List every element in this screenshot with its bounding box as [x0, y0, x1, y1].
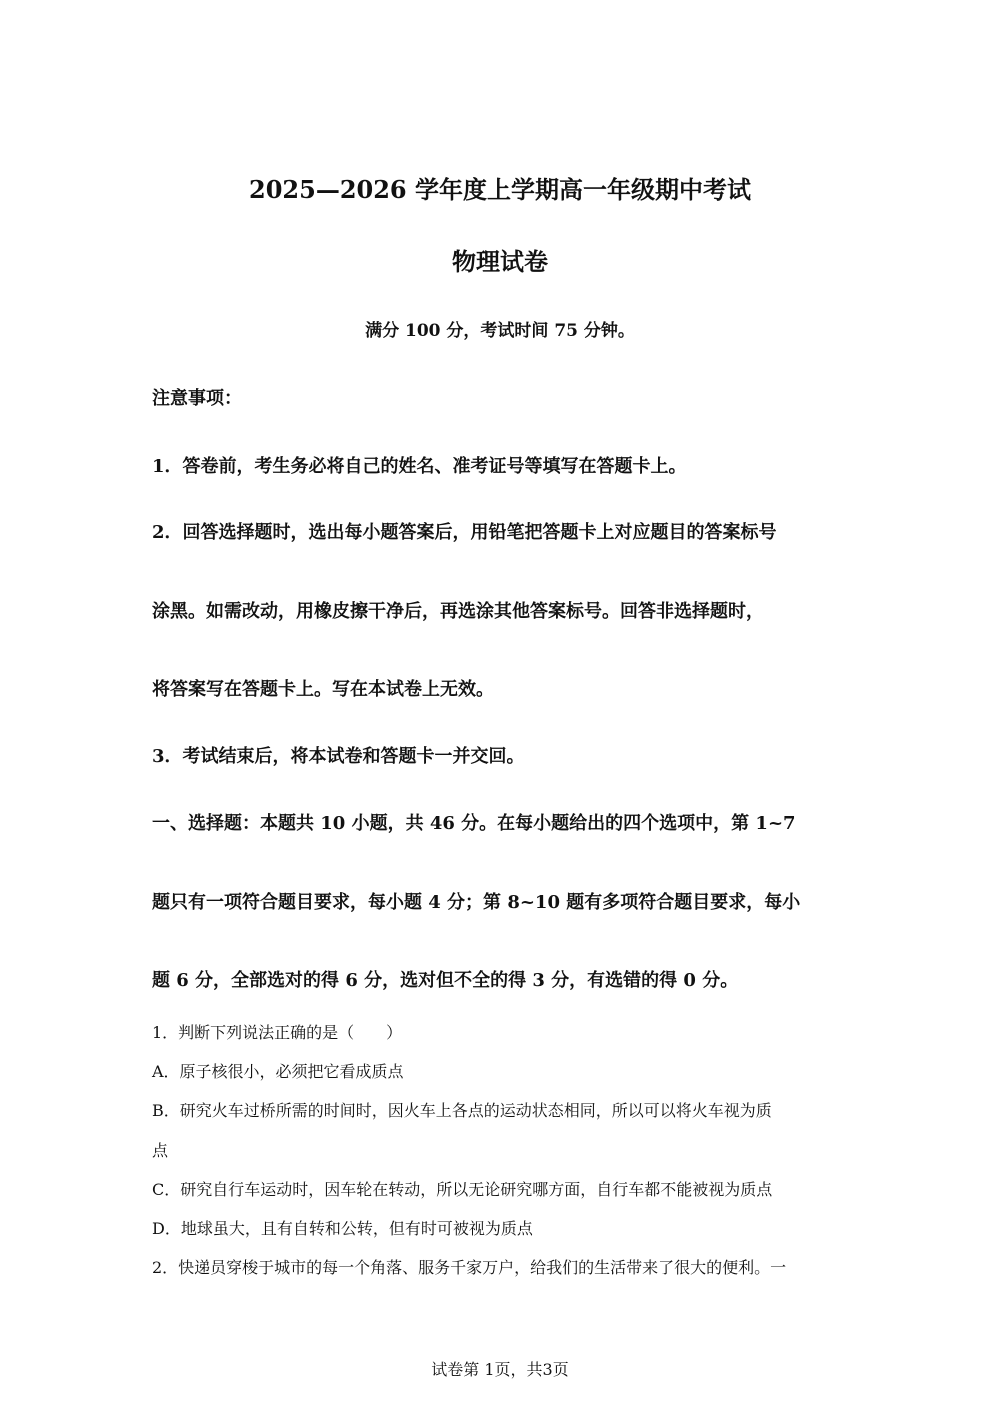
notice-item-3: 3．考试结束后，将本试卷和答题卡一并交回。 [152, 746, 525, 767]
question-1-option-b-line-1: B．研究火车过桥所需的时间时，因火车上各点的运动状态相同，所以可以将火车视为质 [152, 1101, 772, 1120]
section-1-line-2: 题只有一项符合题目要求，每小题 4 分；第 8~10 题有多项符合题目要求，每小 [152, 892, 801, 913]
exam-subtitle: 物理试卷 [452, 247, 548, 276]
question-1-stem: 1．判断下列说法正确的是（ ） [152, 1023, 403, 1042]
question-1-option-b-line-2: 点 [152, 1141, 169, 1160]
question-1-option-a: A．原子核很小，必须把它看成质点 [152, 1062, 404, 1081]
exam-title: 2025—2026 学年度上学期高一年级期中考试 [249, 175, 751, 204]
section-1-line-1: 一、选择题：本题共 10 小题，共 46 分。在每小题给出的四个选项中，第 1~7 [152, 813, 796, 834]
notice-heading: 注意事项： [152, 388, 242, 409]
exam-meta: 满分 100 分，考试时间 75 分钟。 [365, 321, 635, 341]
notice-item-2-line-1: 2．回答选择题时，选出每小题答案后，用铅笔把答题卡上对应题目的答案标号 [152, 522, 777, 543]
question-1-option-d: D．地球虽大，且有自转和公转，但有时可被视为质点 [152, 1219, 533, 1238]
notice-item-2-line-3: 将答案写在答题卡上。写在本试卷上无效。 [152, 679, 494, 700]
page-footer: 试卷第 1页，共3页 [431, 1360, 569, 1379]
section-1-line-3: 题 6 分，全部选对的得 6 分，选对但不全的得 3 分，有选错的得 0 分。 [152, 970, 739, 991]
notice-item-2-line-2: 涂黑。如需改动，用橡皮擦干净后，再选涂其他答案标号。回答非选择题时， [152, 601, 764, 622]
notice-item-1: 1．答卷前，考生务必将自己的姓名、准考证号等填写在答题卡上。 [152, 456, 687, 477]
question-1-option-c: C．研究自行车运动时，因车轮在转动，所以无论研究哪方面，自行车都不能被视为质点 [152, 1180, 773, 1199]
question-2-stem: 2．快递员穿梭于城市的每一个角落、服务千家万户，给我们的生活带来了很大的便利。一 [152, 1258, 787, 1277]
